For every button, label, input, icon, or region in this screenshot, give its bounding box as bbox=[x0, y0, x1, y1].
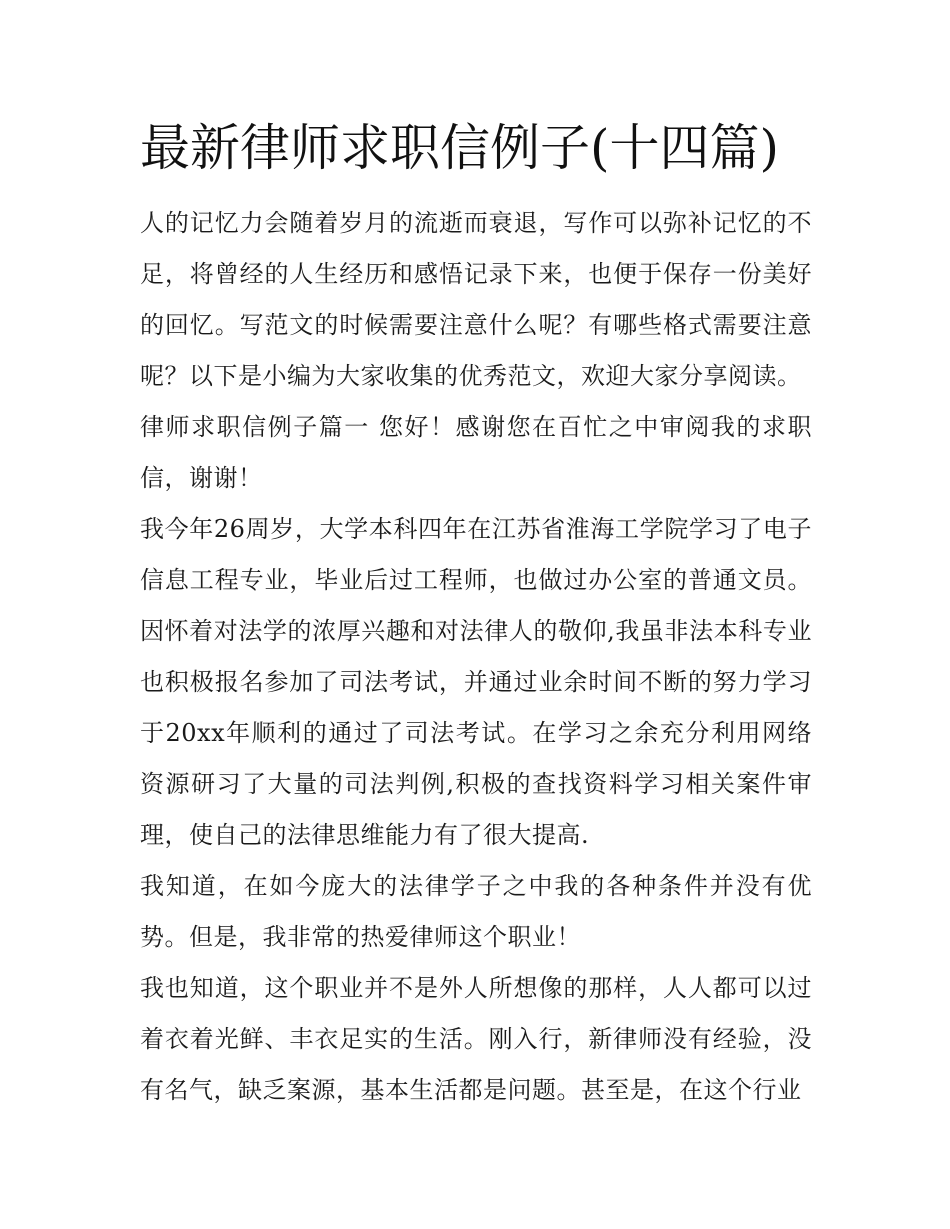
paragraph-reality: 我也知道，这个职业并不是外人所想像的那样，人人都可以过着衣着光鲜、丰衣足实的生活。刚入行，新律师没有经验，没有名气，缺乏案源，基本生活都是问题。甚至是，在这个行业 bbox=[140, 974, 812, 1104]
document-body bbox=[140, 198, 812, 1116]
paragraph-background: 我今年26周岁，大学本科四年在江苏省淮海工学院学习了电子信息工程专业，毕业后过工程师，也做过办公室的普通文员。因怀着对法学的浓厚兴趣和对法律人的敬仰,我虽非法本科专业也积极报名参加了司法考试，并通过业余时间不断的努力学习于20xx年顺利的通过了司法考试。在学习之余充分利用网络资源研习了大量的司法判例,积极的查找资料学习相关案件审理，使自己的法律思维能力有了很大提高. bbox=[140, 515, 812, 849]
document-title: 最新律师求职信例子(十四篇) bbox=[140, 119, 780, 177]
paragraph-passion: 我知道，在如今庞大的法律学子之中我的各种条件并没有优势。但是，我非常的热爱律师这个职业！ bbox=[140, 872, 812, 951]
paragraph-intro: 人的记忆力会随着岁月的流逝而衰退，写作可以弥补记忆的不足，将曾经的人生经历和感悟记录下来，也便于保存一份美好的回忆。写范文的时候需要注意什么呢？有哪些格式需要注意呢？以下是小编为大家收集的优秀范文，欢迎大家分享阅读。 bbox=[140, 209, 812, 390]
paragraph-greeting: 律师求职信例子篇一 您好！感谢您在百忙之中审阅我的求职信，谢谢！ bbox=[140, 413, 812, 492]
